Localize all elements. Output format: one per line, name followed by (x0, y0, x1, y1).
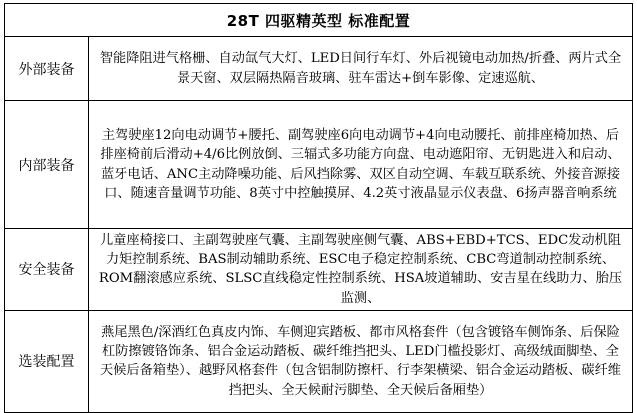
category-label: 选装配置 (5, 310, 89, 412)
category-content: 燕尾黑色/深酒红色真皮内饰、车侧迎宾踏板、都市风格套件（包含镀铬车侧饰条、后保险杠防擦镀铬饰条、铝合金运动踏板、碳纤维挡把头、LED门槛投影灯、高级绒面脚垫、全天候后备箱垫）、越野风格套件（包含铝制防擦杆、行李架横梁、铝合金运动踏板、碳纤维挡把头、全天候耐污脚垫、全天候后备厢垫） (89, 310, 633, 412)
table-row-interior (5, 101, 633, 229)
table-title-row (5, 4, 633, 37)
table-row-options (5, 310, 633, 412)
spec-table (4, 3, 633, 413)
table-title: 28T 四驱精英型 标准配置 (5, 4, 633, 37)
category-label: 安全装备 (5, 229, 89, 311)
category-label: 内部装备 (5, 101, 89, 229)
category-content: 儿童座椅接口、主副驾驶座气囊、主副驾驶座侧气囊、ABS+EBD+TCS、EDC发动机阻力矩控制系统、BAS制动辅助系统、ESC电子稳定控制系统、CBC弯道制动控制系统、ROM翻滚感应系统、SLSC直线稳定性控制系统、HSA坡道辅助、安吉星在线助力、胎压监测、 (89, 229, 633, 311)
spec-table-container (4, 3, 632, 413)
category-content: 智能降阻进气格栅、自动氙气大灯、LED日间行车灯、外后视镜电动加热/折叠、两片式全景天窗、双层隔热隔音玻璃、驻车雷达+倒车影像、定速巡航、 (89, 37, 633, 101)
table-row-exterior (5, 37, 633, 101)
table-row-safety (5, 229, 633, 311)
category-label: 外部装备 (5, 37, 89, 101)
category-content: 主驾驶座12向电动调节+腰托、副驾驶座6向电动调节+4向电动腰托、前排座椅加热、后排座椅前后滑动+4/6比例放倒、三辐式多功能方向盘、电动遮阳帘、无钥匙进入和启动、蓝牙电话、ANC主动降噪功能、后风挡除雾、双区自动空调、车载互联系统、外接音源接口、随速音量调节功能、8英寸中控触摸屏、4.2英寸液晶显示仪表盘、6扬声器音响系统 (89, 101, 633, 229)
